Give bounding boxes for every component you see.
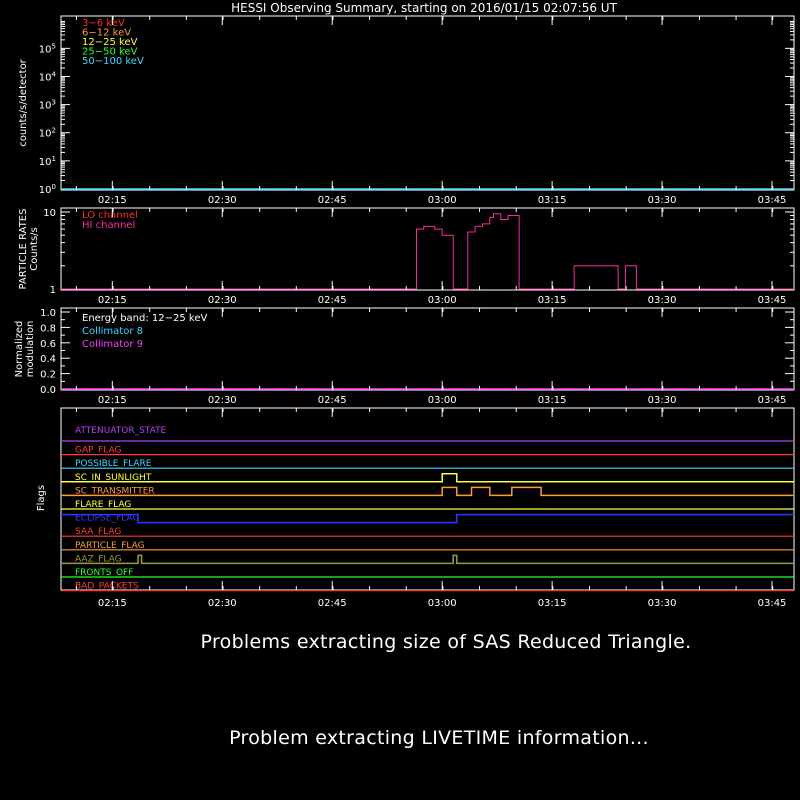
x-tick-label: 03:00 — [427, 195, 457, 206]
flag-label: GAP_FLAG — [75, 445, 122, 456]
flag-label: AAZ_FLAG — [75, 554, 122, 565]
x-tick-label: 02:30 — [207, 395, 237, 406]
x-tick-label: 03:45 — [757, 598, 787, 609]
x-tick-label: 03:30 — [647, 395, 677, 406]
legend-entry: 3−6 keV — [82, 18, 125, 29]
y-tick-label: 0.2 — [40, 369, 56, 381]
x-tick-label: 03:15 — [537, 295, 567, 306]
count-rates-frame — [61, 16, 794, 190]
legend-entry: Collimator 9 — [82, 339, 143, 350]
legend-entry: 25−50 keV — [82, 46, 138, 58]
x-tick-label: 02:45 — [317, 195, 347, 206]
x-tick-label: 02:30 — [207, 598, 237, 609]
flag-line — [61, 555, 794, 563]
flag-label: BAD_PACKETS — [75, 581, 139, 592]
legend-entry: Collimator 8 — [82, 326, 143, 337]
x-tick-label: 02:15 — [97, 598, 127, 609]
flags-panel — [36, 408, 794, 609]
particle-rates-frame — [61, 208, 794, 290]
livetime-error-message: Problem extracting LIVETIME information... — [229, 727, 649, 749]
y-tick-label: $10^4$ — [38, 70, 56, 84]
x-tick-label: 03:30 — [647, 195, 677, 206]
flag-line — [61, 487, 794, 495]
x-tick-label: 02:45 — [317, 598, 347, 609]
modulation-panel — [14, 308, 794, 406]
x-tick-label: 02:45 — [317, 395, 347, 406]
flag-label: POSSIBLE_FLARE — [75, 459, 152, 470]
y-tick-label: 0.8 — [40, 323, 56, 335]
x-tick-label: 02:15 — [97, 395, 127, 406]
y-tick-label: 0.4 — [40, 354, 56, 366]
legend-entry: 50−100 keV — [82, 56, 144, 67]
legend-entry: Energy band: 12−25 keV — [82, 313, 208, 324]
count-rates-ylabel: counts/s/detector — [18, 59, 29, 147]
particle-rates-ylabel-2: Counts/s — [29, 227, 40, 271]
modulation-ylabel-1: Normalized — [14, 320, 25, 378]
legend-entry: HI channel — [82, 220, 136, 231]
count-rates-panel — [18, 16, 794, 206]
x-tick-label: 02:15 — [97, 295, 127, 306]
y-tick-label: 10 — [43, 208, 56, 219]
x-tick-label: 03:45 — [757, 295, 787, 306]
particle-rates-ylabel-1: PARTICLE RATES — [18, 208, 29, 290]
flag-label: FRONTS_OFF — [75, 568, 134, 578]
legend-entry: 6−12 keV — [82, 27, 132, 39]
hi-channel-series — [61, 214, 794, 289]
x-tick-label: 03:00 — [427, 598, 457, 609]
y-tick-label: $10^0$ — [38, 183, 56, 196]
flag-label: PARTICLE_FLAG — [75, 540, 145, 551]
x-tick-label: 03:15 — [537, 598, 567, 609]
sas-error-message: Problems extracting size of SAS Reduced Triangle. — [200, 631, 692, 653]
modulation-ylabel-2: modulation — [25, 320, 36, 378]
x-tick-label: 03:00 — [427, 295, 457, 306]
x-tick-label: 03:45 — [757, 195, 787, 206]
flag-label: SC_IN_SUNLIGHT — [75, 472, 152, 483]
flag-label: ECLIPSE_FLAG — [75, 513, 140, 524]
y-tick-label: 0.6 — [40, 338, 56, 350]
y-tick-label: 0.0 — [40, 385, 56, 396]
flag-label: SC_TRANSMITTER — [75, 486, 155, 497]
x-tick-label: 02:30 — [207, 295, 237, 306]
flag-label: ATTENUATOR_STATE — [75, 426, 167, 436]
x-tick-label: 03:30 — [647, 295, 677, 306]
flag-label: SAA_FLAG — [75, 527, 122, 538]
legend-entry: 12−25 keV — [82, 37, 138, 48]
x-tick-label: 03:00 — [427, 395, 457, 406]
flags-ylabel: Flags — [36, 484, 47, 512]
flag-line — [61, 515, 794, 523]
x-tick-label: 02:30 — [207, 195, 237, 206]
y-tick-label: 1 — [49, 285, 56, 296]
chart-title: HESSI Observing Summary, starting on 2016/01/15 02:07:56 UT — [231, 1, 617, 15]
y-tick-label: $10^2$ — [38, 126, 56, 140]
x-tick-label: 03:15 — [537, 395, 567, 406]
y-tick-label: 1.0 — [40, 308, 56, 319]
x-tick-label: 03:45 — [757, 395, 787, 406]
y-tick-label: $10^3$ — [38, 98, 56, 112]
flag-line — [61, 474, 794, 482]
y-tick-label: $10^5$ — [38, 42, 56, 56]
x-tick-label: 03:15 — [537, 195, 567, 206]
x-tick-label: 02:45 — [317, 295, 347, 306]
particle-rates-panel — [18, 208, 794, 306]
x-tick-label: 02:15 — [97, 195, 127, 206]
legend-entry: LO channel — [82, 210, 138, 221]
y-tick-label: $10^1$ — [38, 154, 56, 168]
flag-label: FLARE_FLAG — [75, 500, 132, 510]
x-tick-label: 03:30 — [647, 598, 677, 609]
